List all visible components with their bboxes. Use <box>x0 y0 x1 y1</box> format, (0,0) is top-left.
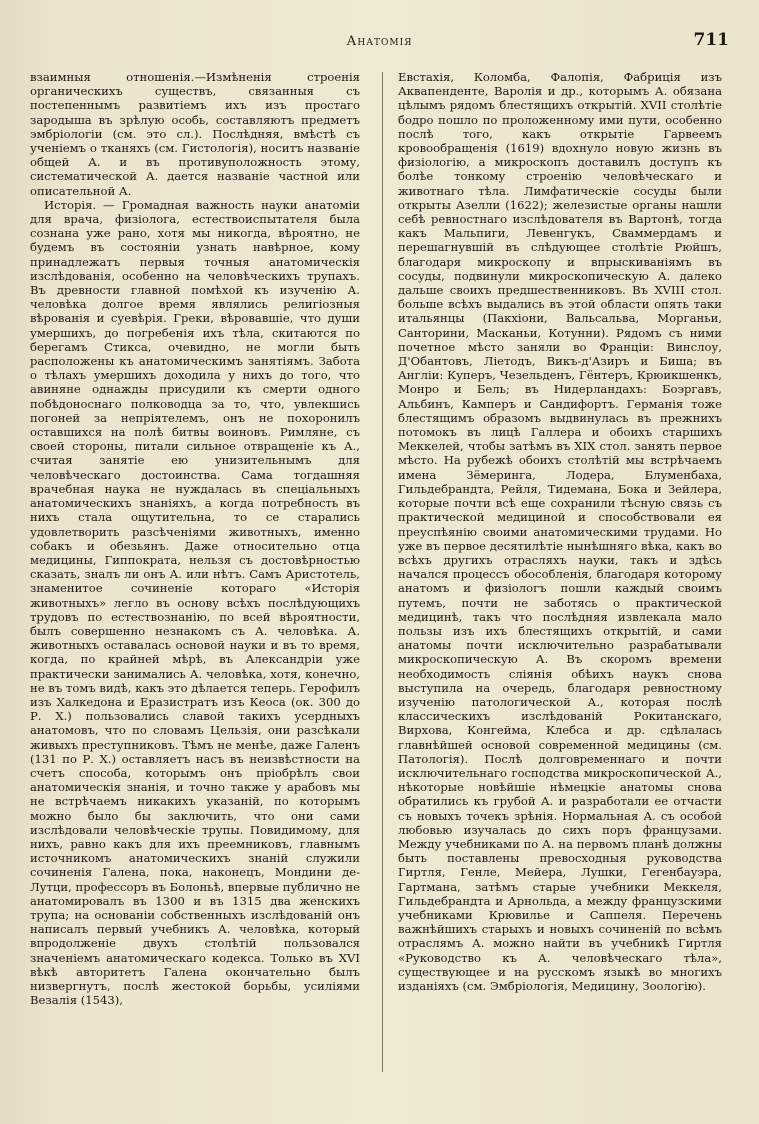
running-title: Анатомія <box>346 34 413 49</box>
left-column <box>30 70 360 1007</box>
page-number: 711 <box>693 30 729 50</box>
paragraph-intro-continuation: взаимныя отношенія.—Измѣненія строенія органическихъ существъ, связанныя съ постепеннымъ развитіемъ ихъ изъ простаго зародыша въ зрѣлую особь, составляютъ предметъ эмбріологіи (см. это сл.). Послѣдняя, вмѣстѣ съ ученіемъ о тканяхъ (см. Гистологія), носитъ названіе общей А. и въ противуположность этому, систематической А. дается названіе частной или описательной А. <box>30 70 360 198</box>
right-column <box>398 70 722 993</box>
paragraph-history-continued: Евстахія, Коломба, Фалопія, Фабриція изъ Аквапенденте, Варолія и др., которымъ А. обязана цѣлымъ рядомъ блестящихъ открытій. XVII столѣтіе бодро пошло по проложенному ими пути, особенно послѣ того, какъ открытіе Гарвеемъ кровообращенія (1619) вдохнуло новую жизнь въ физіологію, а микроскопъ доставилъ доступъ къ болѣе тонкому строенію человѣческаго и животнаго тѣла. Лимфатическіе сосуды были открыты Азелли (1622); железистые органы нашли себѣ ревностнаго изслѣдователя въ Вартонѣ, тогда какъ Мальпиги, Левенгукъ, Сваммердамъ и перешагнувшій въ слѣдующее столѣтіе Рюйшъ, благодаря микроскопу и впрыскиваніямъ въ сосуды, подвинули микроскопическую А. далеко дальше своихъ предшественниковъ. Въ XVIII стол. больше всѣхъ выдались въ этой области опять таки итальянцы (Пакхіони, Вальсальва, Морганьи, Санторини, Масканьи, Котунни). Рядомъ съ ними почетное мѣсто заняли во Франціи: Винслоу, Д'Обантовъ, Ліетодъ, Викъ-д'Азиръ и Биша; въ Англіи: Куперъ, Чезельденъ, Гёнтеръ, Крюикшенкъ, Монро и Бель; въ Нидерландахъ: Боэргавъ, Альбинъ, Камперъ и Сандифортъ. Германія тоже блестящимъ образомъ выдвинулась въ прежнихъ потомокъ въ лицѣ Галлера и обоихъ старшихъ Меккелей, чтобы затѣмъ въ XIX стол. занять первое мѣсто. На рубежѣ обоихъ столѣтій мы встрѣчаемъ имена Зёмеринга, Лодера, Блуменбаха, Гильдебрандта, Рейля, Тидемана, Бока и Зейлера, которые почти всѣ еще сохранили тѣсную связь съ практической медициной и способствовали ея преуспѣянію своими анатомическими трудами. Но уже въ первое десятилѣтіе нынѣшняго вѣка, какъ во всѣхъ другихъ отрасляхъ науки, такъ и здѣсь начался процессъ обособленія, благодаря которому анатомъ и физіологъ пошли каждый своимъ путемъ, почти не заботясь о практической медицинѣ, такъ что послѣдняя извлекала мало пользы изъ ихъ блестящихъ открытій, и сами анатомы почти исключительно разрабатывали микроскопическую А. Въ скоромъ времени необходимость сліянія обѣихъ наукъ снова выступила на очередь, благодаря ревностному изученію патологической А., которая послѣ классическихъ изслѣдованій Рокитанскаго, Вирхова, Конгейма, Клебса и др. сдѣлалась главнѣйшей основой современной медицины (см. Патологія). Послѣ долговременнаго и почти исключительнаго господства микроскопической А., нѣкоторые новѣйшіе нѣмецкіе анатомы снова обратились къ грубой А. и разработали ее отчасти съ новыхъ точекъ зрѣнія. Нормальная А. съ особой любовью изучалась до сихъ поръ французами. Между учебниками по А. на первомъ планѣ должны быть поставлены превосходныя руководства Гиртля, Генле, Мейера, Лушки, Гегенбауэра, Гартмана, затѣмъ старые учебники Меккеля, Гильдебрандта и Арнольда, а между французскими учебниками Крювилье и Саппеля. Перечень важнѣйшихъ старыхъ и новыхъ сочиненій по всѣмъ отраслямъ А. можно найти въ учебникѣ Гиртля «Руководство къ А. человѣческаго тѣла», существующее и на русскомъ языкѣ во многихъ изданіяхъ (см. Эмбріологія, Медицину, Зоологію). <box>398 70 722 993</box>
column-divider <box>382 72 383 1072</box>
paragraph-history: Исторія. — Громадная важность науки анатоміи для врача, физіолога, естествоиспытателя была сознана уже рано, хотя мы никогда, вѣроятно, не будемъ въ состояніи узнать навѣрное, кому принадлежатъ первыя точныя анатомическія изслѣдованія, особенно на человѣческихъ трупахъ. Въ древности главной помѣхой къ изученію А. человѣка долгое время являлись религіозныя вѣрованія и суевѣрія. Греки, вѣровавшіе, что души умершихъ, до погребенія ихъ тѣла, скитаются по берегамъ Стикса, очевидно, не могли быть расположены къ анатомическимъ занятіямъ. Забота о тѣлахъ умершихъ доходила у нихъ до того, что авиняне однажды присудили къ смерти одного побѣдоноснаго полководца за то, что, увлекшись погоней за непріятелемъ, онъ не похоронилъ оставшихся на полѣ битвы воиновъ. Римляне, съ своей стороны, питали сильное отвращеніе къ А., считая занятіе ею унизительнымъ для человѣческаго достоинства. Сама тогдашняя врачебная наука не нуждалась въ спеціальныхъ анатомическихъ знаніяхъ, а когда потребность въ нихъ стала ощутительна, то се старались удовлетворить разсѣченіями животныхъ, именно собакъ и обезьянъ. Даже относительно отца медицины, Гиппократа, нельзя съ достовѣрностью сказать, зналъ ли онъ А. или нѣтъ. Самъ Аристотель, знаменитое сочиненіе котораго «Исторія животныхъ» легло въ основу всѣхъ послѣдующихъ трудовъ по естествознанію, по всей вѣроятности, былъ совершенно незнакомъ съ А. человѣка. А. животныхъ оставалась основой науки и въ то время, когда, по крайней мѣрѣ, въ Александріи уже практически занимались А. человѣка, хотя, конечно, не въ томъ видѣ, какъ это дѣлается теперь. Герофилъ изъ Халкедона и Еразистратъ изъ Кеоса (ок. 300 до Р. Х.) пользовались славой такихъ усердныхъ анатомовъ, что по словамъ Цельзія, они разсѣкали живыхъ преступниковъ. Тѣмъ не менѣе, даже Галенъ (131 по Р. Х.) оставляетъ насъ въ неизвѣстности на счетъ способа, которымъ онъ пріобрѣлъ свои анатомическія знанія, и точно также у арабовъ мы не встрѣчаемъ никакихъ указаній, по которымъ можно было бы заключить, что они сами изслѣдовали человѣческіе трупы. Повидимому, для нихъ, равно какъ для ихъ преемниковъ, главнымъ источникомъ анатомическихъ знаній служили сочиненія Галена, пока, наконецъ, Мондини де-Лутци, профессоръ въ Болоньѣ, впервые публично не анатомировалъ въ 1300 и въ 1315 два женскихъ трупа; на основаніи собственныхъ изслѣдованій онъ написалъ первый учебникъ А. человѣка, который впродолженіе двухъ столѣтій пользовался значеніемъ анатомическаго кодекса. Только въ XVI вѣкѣ авторитетъ Галена окончательно былъ низвергнутъ, послѣ жестокой борьбы, усиліями Везалія (1543), <box>30 197 360 1008</box>
page-header <box>30 30 729 58</box>
text-columns <box>30 70 730 1100</box>
